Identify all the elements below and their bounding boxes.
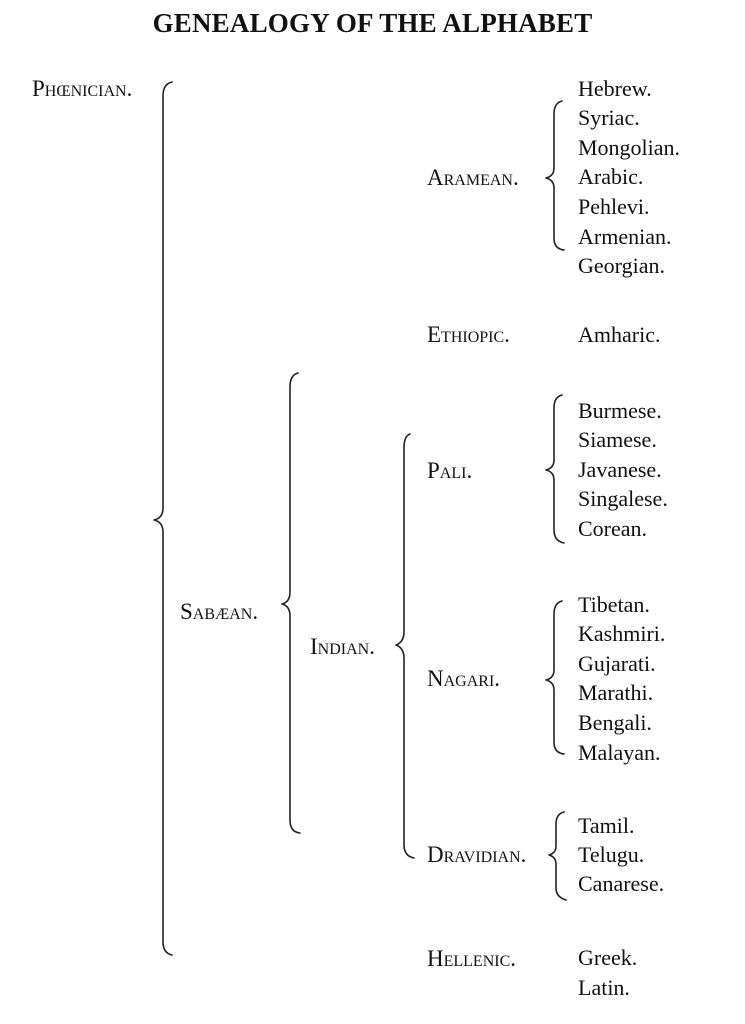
node-sabaean: Sabæan.: [180, 599, 259, 624]
node-nagari: Nagari.: [427, 666, 501, 691]
node-indian: Indian.: [310, 634, 375, 659]
leaf-burmese: Burmese.: [578, 398, 662, 423]
diagram-title: GENEALOGY OF THE ALPHABET: [152, 8, 593, 38]
brace-indian: [396, 434, 414, 858]
leaf-marathi: Marathi.: [578, 680, 654, 705]
node-hellenic: Hellenic.: [427, 946, 517, 971]
leaf-tibetan: Tibetan.: [578, 592, 650, 617]
leaf-syriac: Syriac.: [578, 105, 640, 130]
brace-aramean: [546, 101, 564, 250]
leaf-corean: Corean.: [578, 516, 648, 541]
leaf-javanese: Javanese.: [578, 457, 662, 482]
leaf-georgian: Georgian.: [578, 253, 665, 278]
brace-nagari: [546, 601, 564, 754]
node-phoenician: Phœnician.: [32, 76, 133, 101]
leaf-amharic: Amharic.: [578, 322, 661, 347]
node-pali: Pali.: [427, 458, 473, 483]
leaf-telugu: Telugu.: [578, 842, 645, 867]
brace-dravidian: [549, 812, 566, 900]
leaf-tamil: Tamil.: [578, 813, 635, 838]
leaf-arabic: Arabic.: [578, 164, 644, 189]
node-aramean: Aramean.: [427, 165, 519, 190]
node-dravidian: Dravidian.: [427, 842, 527, 867]
leaf-siamese: Siamese.: [578, 427, 657, 452]
leaf-canarese: Canarese.: [578, 871, 665, 896]
leaf-armenian: Armenian.: [578, 224, 672, 249]
brace-sabaean: [282, 373, 300, 833]
leaf-hebrew: Hebrew.: [578, 76, 652, 101]
leaf-latin: Latin.: [578, 975, 630, 1000]
leaf-malayan: Malayan.: [578, 740, 661, 765]
node-ethiopic: Ethiopic.: [427, 322, 510, 347]
leaf-mongolian: Mongolian.: [578, 135, 681, 160]
leaf-gujarati: Gujarati.: [578, 651, 656, 676]
brace-pali: [546, 395, 564, 543]
leaf-singalese: Singalese.: [578, 486, 668, 511]
leaf-pehlevi: Pehlevi.: [578, 194, 650, 219]
leaf-greek: Greek.: [578, 945, 638, 970]
leaf-bengali: Bengali.: [578, 710, 652, 735]
brace-phoenician: [154, 82, 172, 955]
leaf-kashmiri: Kashmiri.: [578, 621, 666, 646]
